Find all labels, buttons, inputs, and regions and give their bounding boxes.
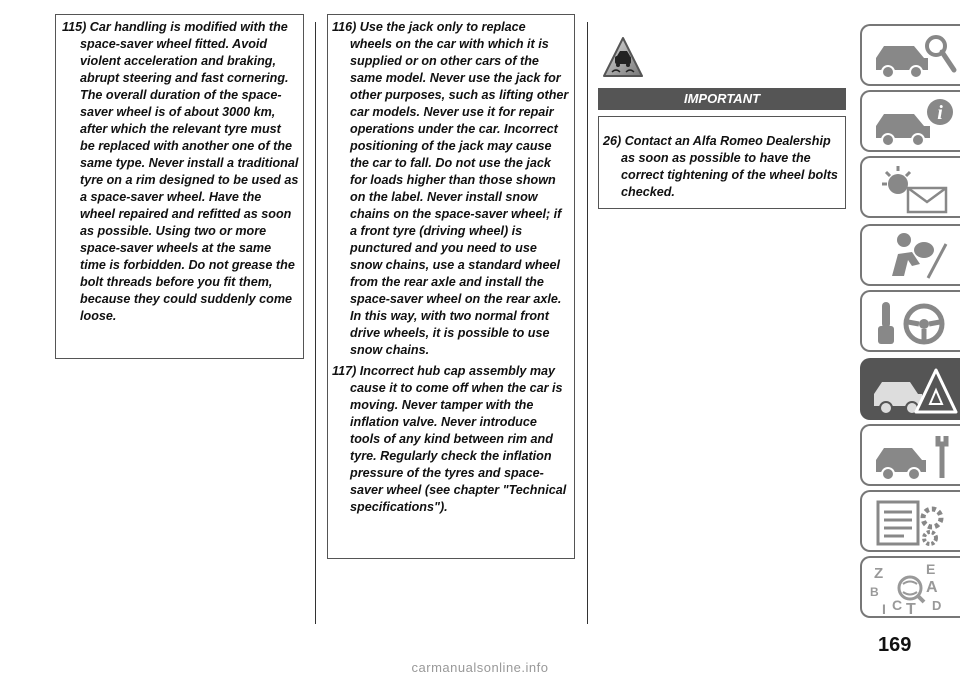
tab-technical-specifications[interactable] (860, 490, 960, 552)
warning-paragraph: 116) Use the jack only to replace wheels on the car with which it is supplied or on other cars of the same model. Never use the jack for other purposes, such as lifting other car models. Never use it for repair operations under the car. Incorrect positioning of the jack may cause the car to fall. Do not use the jack for loads higher than those shown on the label. Never install snow chains on the space-saver wheel; if a front tyre (driving wheel) is punctured and you need to use snow chains, use a standard wheel from the rear axle and install the space-saver wheel on the rear axle. In this way, with two normal front drive wheels, it is possible to use snow chains. (332, 20, 569, 357)
index-letter: D (932, 598, 942, 613)
index-letter: A (926, 579, 938, 596)
tab-getting-to-know-car[interactable] (860, 24, 960, 86)
index-letter: T (906, 601, 916, 614)
warning-light-envelope-icon (868, 162, 958, 214)
key-steering-wheel-icon (868, 296, 958, 348)
tab-safety[interactable] (860, 224, 960, 286)
car-wrench-icon (868, 430, 958, 482)
alphabetical-index-icon (868, 562, 958, 614)
specifications-gear-icon (868, 496, 958, 548)
important-paragraph: 26) Contact an Alfa Romeo Dealership as soon as possible to have the correct tightening of the wheel bolts checked. (603, 134, 838, 199)
page-number: 169 (878, 634, 912, 656)
column-divider-right (587, 22, 588, 624)
warning-box-115 (55, 14, 304, 359)
car-info-icon (868, 96, 958, 148)
tab-starting-driving[interactable] (860, 290, 960, 352)
warning-paragraph: 117) Incorrect hub cap assembly may cause it to come off when the car is moving. Never tamper with the inflation valve. Never introduce tools of any kind between rim and tyre. Regularly check the inflation pressure of the tyres and space-saver wheel (see chapter "Technical specifications"). (332, 364, 567, 514)
tab-warning-lights-messages[interactable] (860, 156, 960, 218)
column-divider-left (315, 22, 316, 624)
tab-index[interactable] (860, 556, 960, 618)
car-hazard-warning-icon (868, 364, 958, 416)
car-key-icon (868, 30, 958, 82)
index-letter: B (870, 585, 879, 599)
tab-in-an-emergency[interactable] (860, 358, 960, 420)
warning-paragraph: 115) Car handling is modified with the space-saver wheel fitted. Avoid violent acceleration and braking, abrupt steering and fast cornering. The overall duration of the space-saver wheel is of about 3000 km, after which the relevant tyre must be replaced with another one of the same type. Never install a traditional tyre on a rim designed to be used as a space-saver wheel. Have the wheel repaired and refitted as soon as possible. Using two or more space-saver wheels at the same time is forbidden. Do not grease the bolt threads before you fit them, because they could suddenly come loose. (62, 20, 299, 323)
airbag-seatbelt-icon (868, 230, 958, 282)
important-title-bar: IMPORTANT (598, 88, 846, 110)
warning-box-116-117 (327, 14, 575, 559)
slippery-road-sign-icon (602, 36, 644, 82)
important-box (598, 116, 846, 209)
tab-servicing-care[interactable] (860, 424, 960, 486)
index-letter: Z (874, 565, 884, 582)
index-letter: I (882, 601, 886, 614)
svg-text:i: i (937, 102, 943, 124)
index-letter: E (926, 562, 936, 577)
watermark-footer: carmanualsonline.info (411, 660, 549, 675)
tab-knowing-instrument-panel[interactable] (860, 90, 960, 152)
index-letter: C (892, 597, 903, 613)
